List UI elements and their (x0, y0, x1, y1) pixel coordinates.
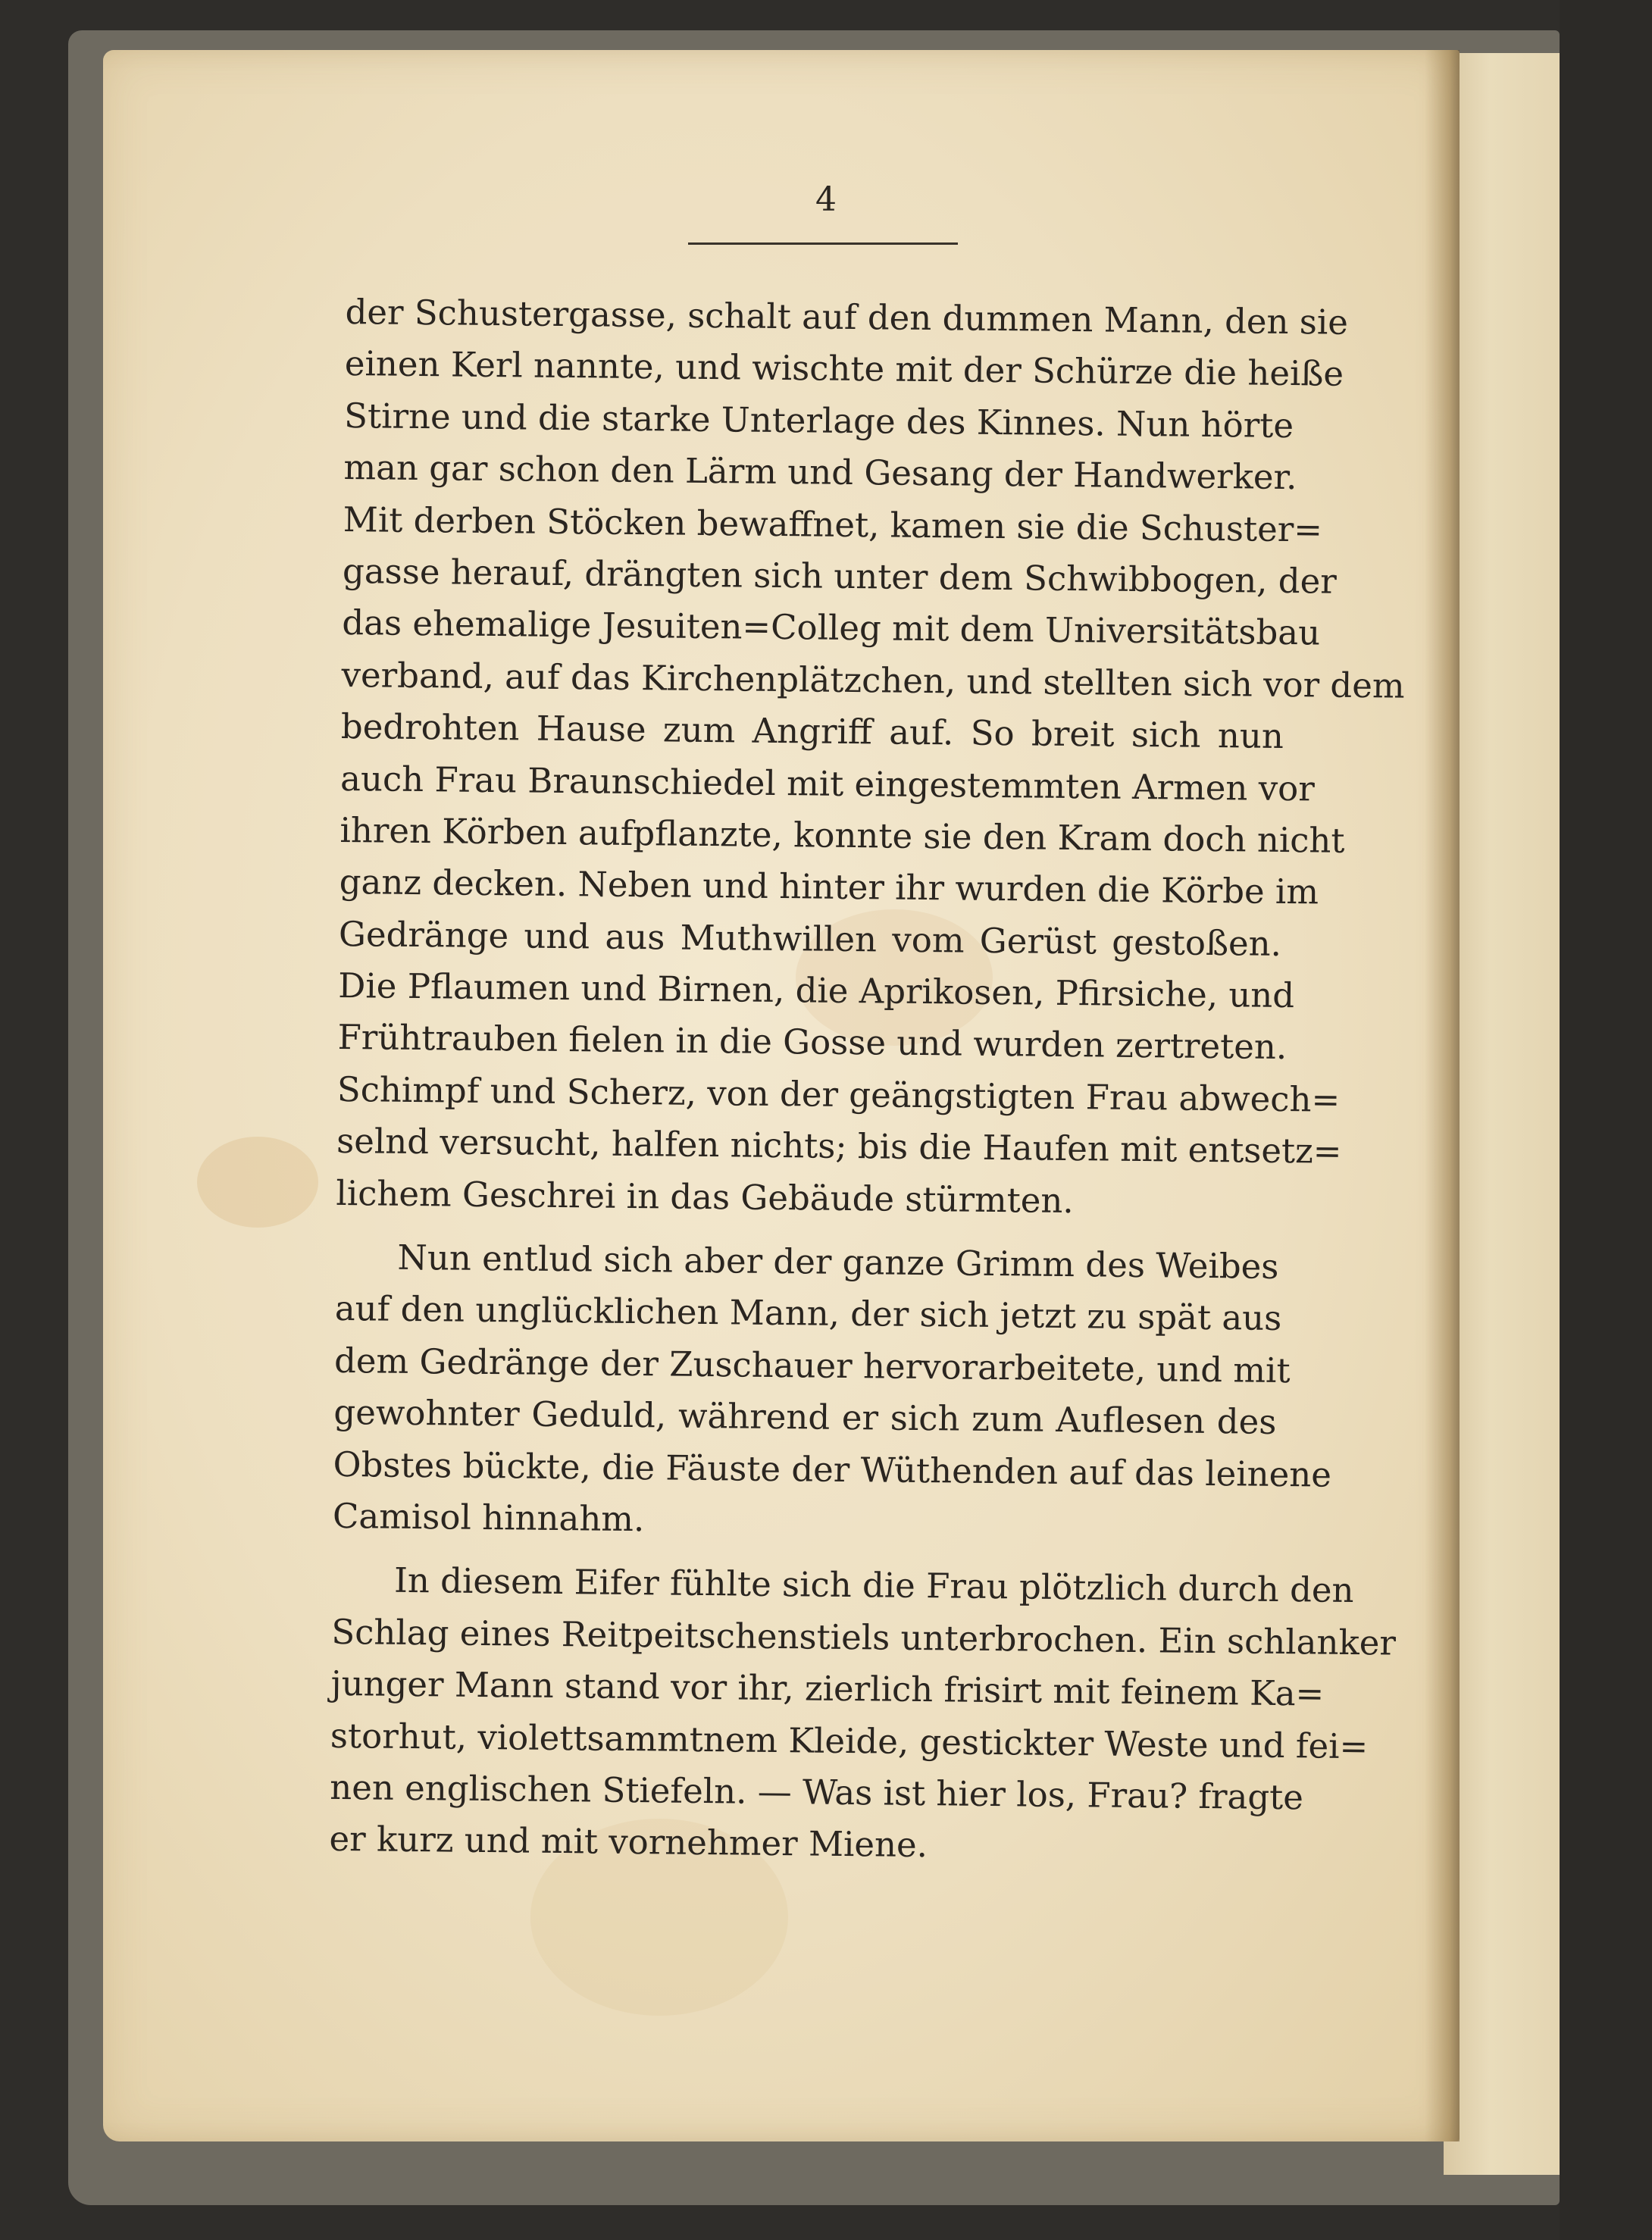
paragraph (336, 286, 1405, 1229)
text-line: er kurz und mit vornehmer Miene. (329, 1819, 928, 1866)
text-line: Die Pflaumen und Birnen, die Aprikosen, Pfirsiche, und (338, 965, 1295, 1016)
text-line: storhut, violettsammtnem Kleide, gestickter Weste und fei= (330, 1715, 1369, 1766)
text-line: selnd versucht, halfen nichts; bis die Haufen mit entsetz= (336, 1121, 1342, 1172)
paper-stain (197, 1137, 318, 1228)
text-line: das ehemalige Jesuiten=Colleg mit dem Universitätsbau (342, 602, 1321, 653)
paragraph (329, 1554, 1397, 1875)
facing-page-edge (1444, 53, 1560, 2175)
text-line: Gedränge und aus Muthwillen vom Gerüst gestoßen. (338, 913, 1282, 964)
text-line: lichem Geschrei in das Gebäude stürmten. (336, 1172, 1074, 1221)
text-line: Nun entlud sich aber der ganze Grimm des Weibes (397, 1237, 1279, 1287)
text-line: gasse herauf, drängten sich unter dem Schwibbogen, der (342, 550, 1338, 602)
text-line: auf den unglücklichen Mann, der sich jetzt zu spät aus (334, 1288, 1282, 1339)
text-line: Schlag eines Reitpeitschenstiels unterbrochen. Ein schlanker (331, 1611, 1397, 1663)
text-line: ihren Körben aufpflanzte, konnte sie den Kram doch nicht (339, 809, 1345, 861)
text-line: In diesem Eifer fühlte sich die Frau plötzlich durch den (393, 1560, 1354, 1611)
text-line: gewohnter Geduld, während er sich zum Auflesen des (333, 1392, 1277, 1443)
text-line: dem Gedränge der Zuschauer hervorarbeitete, und mit (333, 1340, 1291, 1391)
text-line: Camisol hinnahm. (332, 1495, 645, 1540)
body-text (329, 286, 1405, 1876)
text-line: ganz decken. Neben und hinter ihr wurden die Körbe im (339, 862, 1319, 912)
text-line: einen Kerl nannte, und wischte mit der Schürze die heiße (344, 343, 1344, 395)
page-gutter-shadow (1425, 50, 1460, 2141)
text-line: Frühtrauben fielen in die Gosse und wurden zertreten. (337, 1017, 1287, 1068)
text-line: Mit derben Stöcken bewaffnet, kamen sie die Schuster= (343, 499, 1323, 550)
text-line: verband, auf das Kirchenplätzchen, und stellten sich vor dem (341, 654, 1405, 706)
text-line: auch Frau Braunschiedel mit eingestemmten Armen vor (339, 758, 1316, 809)
text-line: Schimpf und Scherz, von der geängstigten Frau abwech= (336, 1068, 1341, 1120)
page-number: 4 (815, 180, 837, 219)
text-line: Obstes bückte, die Fäuste der Wüthenden auf das leinene (333, 1444, 1332, 1495)
text-line: Stirne und die starke Unterlage des Kinnes. Nun hörte (343, 395, 1294, 446)
paragraph (332, 1231, 1332, 1552)
header-rule (688, 242, 958, 245)
text-line: junger Mann stand vor ihr, zierlich frisirt mit feinem Ka= (330, 1663, 1325, 1714)
text-line: bedrohten Hause zum Angriff auf. So breit sich nun (340, 706, 1284, 757)
text-line: nen englischen Stiefeln. — Was ist hier los, Frau? fragte (329, 1766, 1304, 1818)
text-line: der Schustergasse, schalt auf den dummen Mann, den sie (345, 291, 1349, 343)
text-line: man gar schon den Lärm und Gesang der Handwerker. (343, 447, 1297, 498)
